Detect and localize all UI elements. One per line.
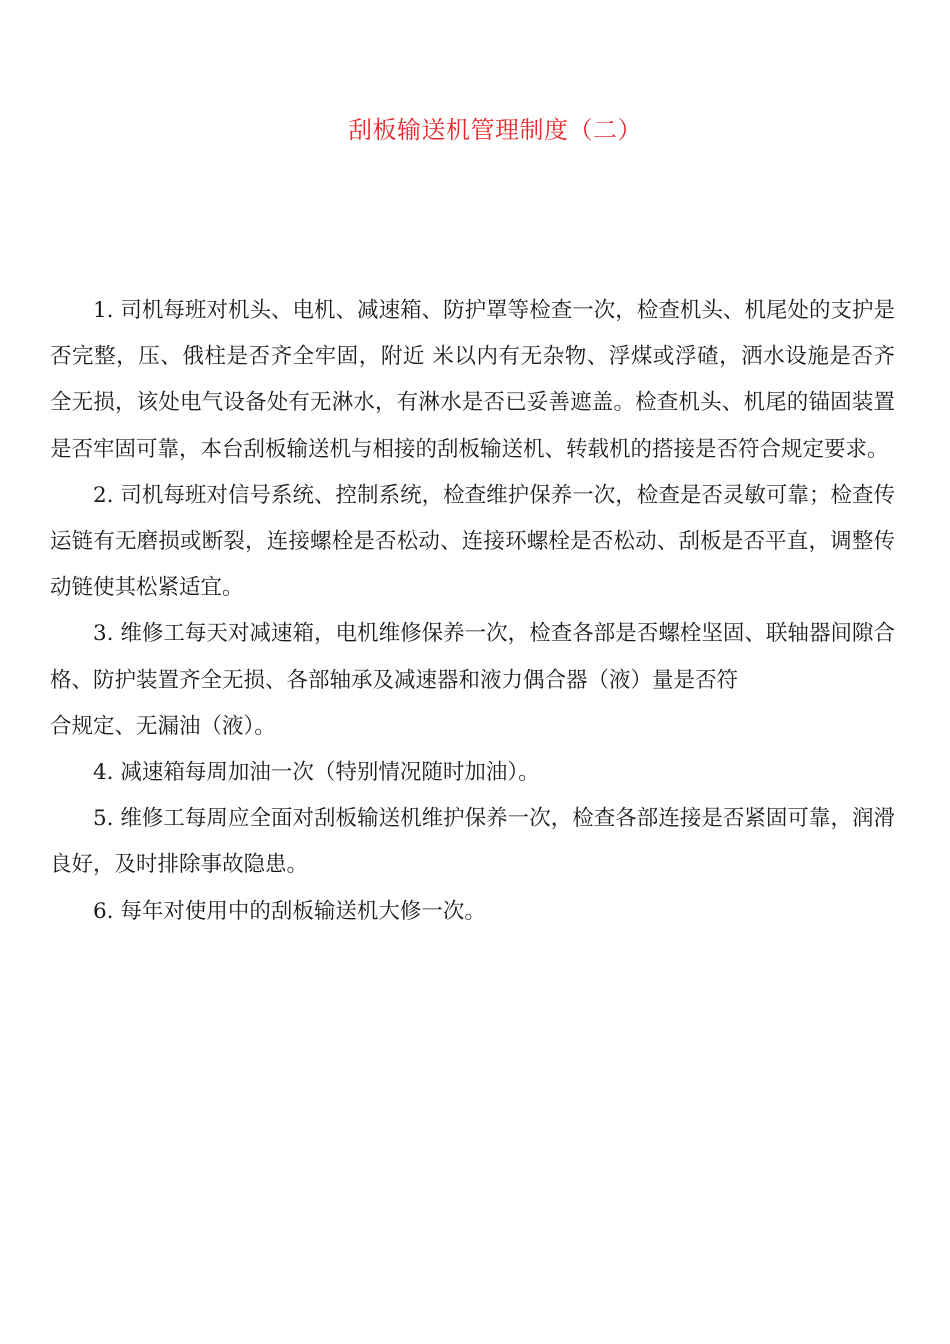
- paragraph-5: 5. 维修工每周应全面对刮板输送机维护保养一次，检查各部连接是否紧固可靠，润滑良好，及时排除事故隐患。: [50, 806, 895, 878]
- paragraph-4: 4. 减速箱每周加油一次（特别情况随时加油）。: [93, 760, 540, 786]
- paragraph-1: 1. 司机每班对机头、电机、减速箱、防护罩等检查一次，检查机头、机尾处的支护是否完整，压、俄柱是否齐全牢固，附近 米以内有无杂物、浮煤或浮碴，洒水设施是否齐全无损，该处电气设备处有无淋水，有淋水是否已妥善遮盖。检查机头、机尾的锚固装置是否牢固可靠，本台刮板输送机与相接的刮板输送机、转载机的搭接是否符合规定要求。: [50, 298, 895, 462]
- paragraph-6: 6. 每年对使用中的刮板输送机大修一次。: [93, 898, 486, 924]
- paragraph-3: 3. 维修工每天对减速箱，电机维修保养一次，检查各部是否螺栓坚固、联轴器间隙合格、防护装置齐全无损、各部轴承及减速器和液力偶合器（液）量是否符: [50, 621, 895, 693]
- paragraph-2: 2. 司机每班对信号系统、控制系统，检查维护保养一次，检查是否灵敏可靠；检查传运链有无磨损或断裂，连接螺栓是否松动、连接环螺栓是否松动、刮板是否平直，调整传动链使其松紧适宜。: [50, 482, 895, 601]
- document-body: [50, 288, 895, 935]
- paragraph-3-continued: 合规定、无漏油（液）。: [50, 713, 276, 739]
- document-title: 刮板输送机管理制度（二）: [348, 116, 642, 144]
